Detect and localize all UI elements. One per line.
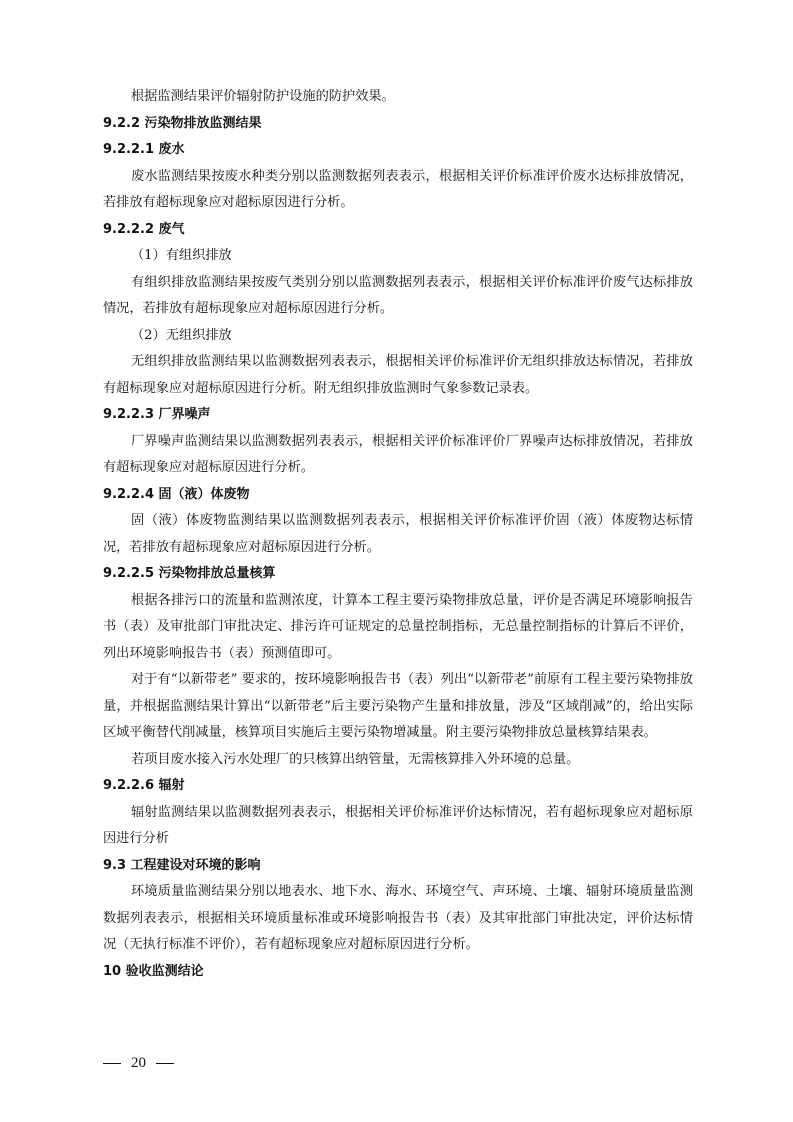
section-heading: 9.2.2.2 废气	[103, 221, 185, 237]
section-heading: 10 验收监测结论	[103, 963, 204, 979]
body-paragraph: 根据各排污口的流量和监测浓度，计算本工程主要污染物排放总量，评价是否满足环境影响报告书（表）及审批部门审批决定、排污许可证规定的总量控制指标，无总量控制指标的计算后不评价，列出环境影响报告书（表）预测值即可。	[103, 592, 693, 661]
section-heading: 9.2.2.1 废水	[103, 142, 185, 157]
section-heading: 9.2.2 污染物排放监测结果	[103, 115, 262, 131]
body-paragraph: 废水监测结果按废水种类分别以监测数据列表表示，根据相关评价标准评价废水达标排放情况，若排放有超标现象应对超标原因进行分析。	[103, 168, 693, 210]
body-paragraph: 辐射监测结果以监测数据列表表示，根据相关评价标准评价达标情况，若有超标现象应对超标原因进行分析	[103, 804, 693, 846]
body-paragraph: 根据监测结果评价辐射防护设施的防护效果。	[131, 89, 395, 104]
body-paragraph: 对于有“以新带老” 要求的，按环境影响报告书（表）列出“以新带老”前原有工程主要污染物排放量，并根据监测结果计算出“以新带老”后主要污染物产生量和排放量，涉及“区域削减”的，给出实际区域平衡替代削减量，核算项目实施后主要污染物增减量。附主要污染物排放总量核算结果表。	[103, 672, 693, 740]
section-heading: 9.2.2.4 固（液）体废物	[103, 486, 250, 502]
footer-right-dash	[156, 1063, 174, 1064]
body-paragraph: 环境质量监测结果分别以地表水、地下水、海水、环境空气、声环境、土壤、辐射环境质量监测数据列表表示，根据相关环境质量标准或环境影响报告书（表）及其审批部门审批决定，评价达标情况（无执行标准不评价），若有超标现象应对超标原因进行分析。	[103, 884, 693, 952]
body-paragraph: 若项目废水接入污水处理厂的只核算出纳管量，无需核算排入外环境的总量。	[131, 751, 580, 767]
document-body	[103, 84, 693, 985]
body-paragraph: 有组织排放监测结果按废气类别分别以监测数据列表表示，根据相关评价标准评价废气达标排放情况，若排放有超标现象应对超标原因进行分析。	[103, 274, 693, 316]
page-number: 20	[131, 1055, 146, 1071]
section-heading: 9.2.2.3 厂界噪声	[103, 407, 211, 422]
subsection-label: （2）无组织排放	[131, 327, 232, 343]
section-heading: 9.3 工程建设对环境的影响	[103, 857, 261, 873]
body-paragraph: 无组织排放监测结果以监测数据列表表示，根据相关评价标准评价无组织排放达标情况，若排放有超标现象应对超标原因进行分析。附无组织排放监测时气象参数记录表。	[103, 354, 693, 396]
section-heading: 9.2.2.5 污染物排放总量核算	[103, 566, 276, 581]
body-paragraph: 固（液）体废物监测结果以监测数据列表表示，根据相关评价标准评价固（液）体废物达标情况，若排放有超标现象应对超标原因进行分析。	[103, 513, 693, 555]
footer-left-dash	[103, 1063, 121, 1064]
body-paragraph: 厂界噪声监测结果以监测数据列表表示，根据相关评价标准评价厂界噪声达标排放情况，若排放有超标现象应对超标原因进行分析。	[103, 433, 693, 475]
section-heading: 9.2.2.6 辐射	[103, 778, 185, 793]
page-footer	[103, 1052, 184, 1074]
subsection-label: （1）有组织排放	[131, 248, 232, 263]
